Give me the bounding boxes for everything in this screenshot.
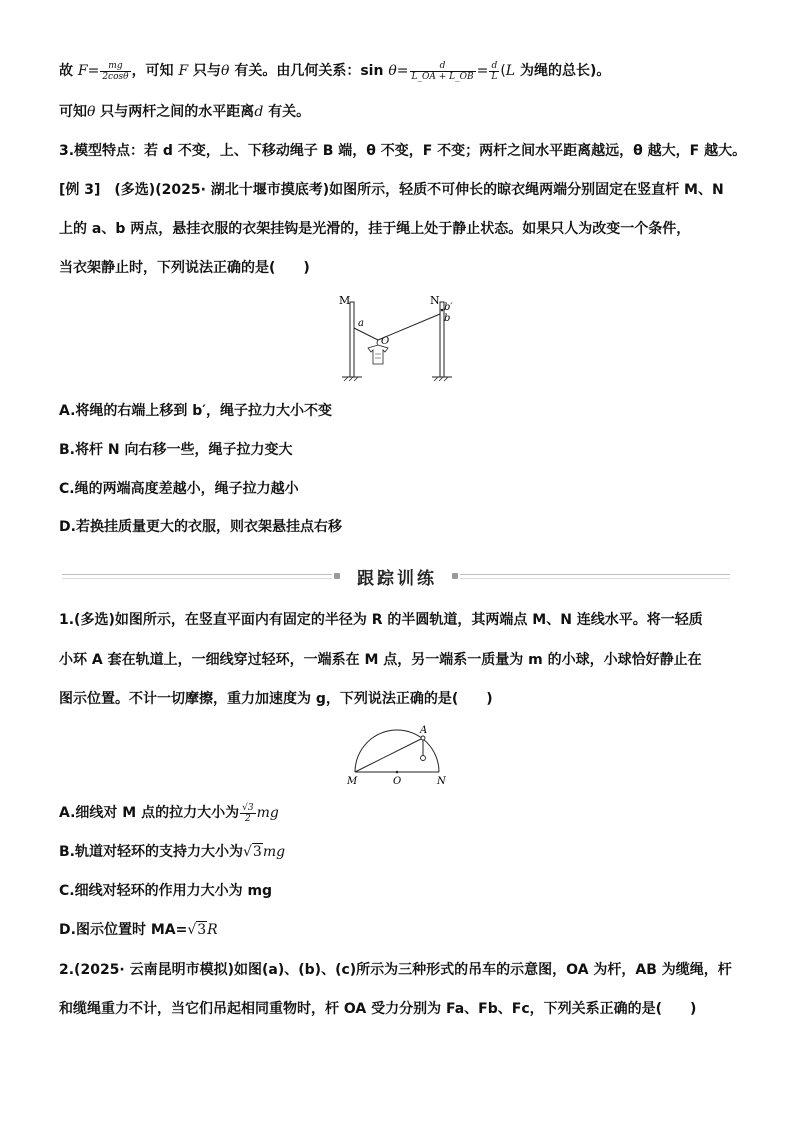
- label-N: N: [437, 776, 446, 787]
- q1-stem-1: 1.(多选)如图所示，在竖直平面内有固定的半径为 R 的半圆轨道，其两端点 M、N 连线水平。将一轻质: [59, 612, 703, 628]
- section-heading: [62, 566, 730, 588]
- example3-option-b: B.将杆 N 向右移一些，绳子拉力变大: [59, 442, 293, 458]
- label-N: N: [430, 294, 440, 307]
- q1-stem-3: 图示位置。不计一切摩擦，重力加速度为 g，下列说法正确的是( ): [59, 691, 493, 707]
- example3-stem-3: 当衣架静止时，下列说法正确的是( ): [59, 260, 310, 276]
- text-line-1: 故 F= $\frac{mg}{2\cos\theta}$ ，可知 F 只与θ 有关。由几何关系：sin θ= $\frac{d}{L\_OA + L\_OB}$ = $\frac{d}{L}$ (L 为绳的总长)。: [59, 60, 611, 82]
- label-M: M: [347, 776, 358, 787]
- fraction-d-sum: $\frac{d}{L\_OA + L\_OB}$: [411, 60, 474, 82]
- label-b-prime: b′: [444, 302, 453, 313]
- fraction-mg-2costheta: $\frac{mg}{2\cos\theta}$: [102, 60, 129, 82]
- clothesline-figure: [330, 288, 460, 383]
- heading-dot-right: [452, 573, 458, 579]
- text-line-2: 可知θ 只与两杆之间的水平距离d 有关。: [59, 104, 311, 120]
- example3-option-c: C.绳的两端高度差越小，绳子拉力越小: [59, 481, 299, 497]
- sqrt-3: √3: [243, 844, 262, 860]
- label-M: M: [339, 294, 351, 307]
- q1-stem-2: 小环 A 套在轨道上，一细线穿过轻环，一端系在 M 点，另一端系一质量为 m 的小球，小球恰好静止在: [59, 652, 702, 668]
- sqrt-3: √3: [187, 922, 207, 938]
- q1-option-b: B.轨道对轻环的支持力大小为√3mg: [59, 844, 286, 860]
- example3-option-d: D.若换挂质量更大的衣服，则衣架悬挂点右移: [59, 519, 342, 535]
- example3-stem-1: [例 3] (多选)(2025· 湖北十堰市摸底考)如图所示，轻质不可伸长的晾衣绳两端分别固定在竖直杆 M、N: [59, 182, 724, 198]
- q1-option-c: C.细线对轻环的作用力大小为 mg: [59, 883, 273, 899]
- q1-option-d: D.图示位置时 MA=√3R: [59, 922, 218, 938]
- label-O: O: [393, 776, 402, 787]
- example3-stem-2: 上的 a、b 两点，悬挂衣服的衣架挂钩是光滑的，挂于绳上处于静止状态。如果只人为改变一个条件，: [59, 221, 691, 237]
- model-feature-line: 3.模型特点：若 d 不变，上、下移动绳子 B 端，θ 不变，F 不变；两杆之间水平距离越远，θ 越大，F 越大。: [59, 143, 747, 159]
- semicircle-track-figure: [340, 718, 450, 790]
- section-title: 跟踪训练: [357, 569, 437, 589]
- example3-option-a: A.将绳的右端上移到 b′，绳子拉力大小不变: [59, 403, 332, 419]
- label-a: a: [358, 318, 364, 329]
- label-A: A: [420, 725, 428, 736]
- fraction-d-l: $\frac{d}{L}$: [491, 60, 498, 82]
- q2-stem-2: 和缆绳重力不计，当它们吊起相同重物时，杆 OA 受力分别为 Fa、Fb、Fc，下列关系正确的是( ): [59, 1001, 697, 1017]
- label-O: O: [381, 336, 390, 347]
- q1-option-a: A.细线对 M 点的拉力大小为 $\frac{√3}{2}$ mg: [59, 802, 279, 824]
- label-b: b: [444, 313, 451, 324]
- fraction-root3-over-2: $\frac{√3}{2}$: [242, 802, 254, 824]
- q2-stem-1: 2.(2025· 云南昆明市模拟)如图(a)、(b)、(c)所示为三种形式的吊车的示意图，OA 为杆，AB 为缆绳，杆: [59, 962, 732, 978]
- heading-dot-left: [334, 573, 340, 579]
